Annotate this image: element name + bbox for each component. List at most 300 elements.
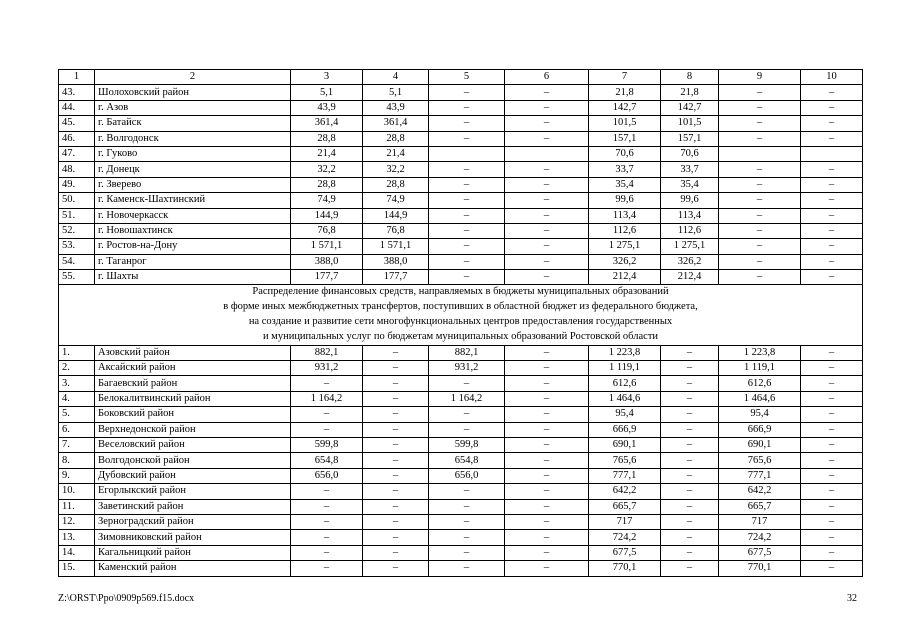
value-cell: – bbox=[801, 345, 863, 360]
row-number-cell: 11. bbox=[59, 499, 95, 514]
value-cell: 28,8 bbox=[363, 177, 429, 192]
value-cell: – bbox=[363, 561, 429, 576]
value-cell: – bbox=[801, 468, 863, 483]
row-number-cell: 6. bbox=[59, 422, 95, 437]
value-cell: – bbox=[505, 254, 589, 269]
table-row bbox=[59, 116, 863, 131]
row-number-cell: 44. bbox=[59, 100, 95, 115]
table-row bbox=[59, 545, 863, 560]
value-cell: 690,1 bbox=[589, 438, 661, 453]
table-row bbox=[59, 85, 863, 100]
value-cell: 665,7 bbox=[589, 499, 661, 514]
row-number-cell: 53. bbox=[59, 239, 95, 254]
column-header: 2 bbox=[95, 70, 291, 85]
row-number-cell: 51. bbox=[59, 208, 95, 223]
column-header: 5 bbox=[429, 70, 505, 85]
row-number-cell: 7. bbox=[59, 438, 95, 453]
value-cell: 21,8 bbox=[661, 85, 719, 100]
value-cell: – bbox=[801, 484, 863, 499]
row-number-cell: 45. bbox=[59, 116, 95, 131]
row-number-cell: 46. bbox=[59, 131, 95, 146]
value-cell: – bbox=[801, 376, 863, 391]
value-cell: 388,0 bbox=[363, 254, 429, 269]
municipality-name-cell: Азовский район bbox=[95, 345, 291, 360]
value-cell: – bbox=[505, 407, 589, 422]
column-number-header-row bbox=[59, 70, 863, 85]
value-cell: 1 223,8 bbox=[589, 345, 661, 360]
value-cell: 724,2 bbox=[719, 530, 801, 545]
value-cell: 212,4 bbox=[589, 270, 661, 285]
value-cell: – bbox=[291, 545, 363, 560]
value-cell: 101,5 bbox=[661, 116, 719, 131]
municipal-rows-top bbox=[59, 85, 863, 285]
value-cell: – bbox=[719, 131, 801, 146]
value-cell: 882,1 bbox=[291, 345, 363, 360]
value-cell: 1 119,1 bbox=[719, 361, 801, 376]
table-row bbox=[59, 453, 863, 468]
value-cell bbox=[429, 146, 505, 161]
value-cell: 717 bbox=[719, 514, 801, 529]
value-cell: – bbox=[363, 499, 429, 514]
value-cell: – bbox=[363, 468, 429, 483]
value-cell: 642,2 bbox=[589, 484, 661, 499]
value-cell: 5,1 bbox=[291, 85, 363, 100]
row-number-cell: 3. bbox=[59, 376, 95, 391]
value-cell: – bbox=[661, 407, 719, 422]
municipality-name-cell: Боковский район bbox=[95, 407, 291, 422]
value-cell: – bbox=[801, 499, 863, 514]
value-cell: – bbox=[719, 177, 801, 192]
value-cell: 656,0 bbox=[429, 468, 505, 483]
value-cell: 32,2 bbox=[291, 162, 363, 177]
municipality-name-cell: г. Новочеркасск bbox=[95, 208, 291, 223]
row-number-cell: 9. bbox=[59, 468, 95, 483]
value-cell: – bbox=[661, 345, 719, 360]
row-number-cell: 48. bbox=[59, 162, 95, 177]
value-cell: 113,4 bbox=[589, 208, 661, 223]
value-cell: – bbox=[505, 239, 589, 254]
value-cell: – bbox=[505, 223, 589, 238]
value-cell: – bbox=[429, 85, 505, 100]
value-cell: 770,1 bbox=[589, 561, 661, 576]
value-cell: – bbox=[719, 193, 801, 208]
value-cell: – bbox=[363, 438, 429, 453]
column-header: 6 bbox=[505, 70, 589, 85]
value-cell: – bbox=[801, 177, 863, 192]
row-number-cell: 5. bbox=[59, 407, 95, 422]
value-cell: 361,4 bbox=[363, 116, 429, 131]
table-row bbox=[59, 468, 863, 483]
value-cell: 724,2 bbox=[589, 530, 661, 545]
value-cell: – bbox=[429, 100, 505, 115]
municipality-name-cell: Аксайский район bbox=[95, 361, 291, 376]
table-row bbox=[59, 407, 863, 422]
municipality-name-cell: Белокалитвинский район bbox=[95, 391, 291, 406]
row-number-cell: 10. bbox=[59, 484, 95, 499]
value-cell: – bbox=[801, 545, 863, 560]
row-number-cell: 47. bbox=[59, 146, 95, 161]
table-row bbox=[59, 438, 863, 453]
value-cell: – bbox=[429, 116, 505, 131]
value-cell: – bbox=[719, 239, 801, 254]
table-row bbox=[59, 484, 863, 499]
value-cell: – bbox=[505, 484, 589, 499]
municipality-name-cell: Шолоховский район bbox=[95, 85, 291, 100]
value-cell: 28,8 bbox=[363, 131, 429, 146]
value-cell: 665,7 bbox=[719, 499, 801, 514]
value-cell: – bbox=[505, 438, 589, 453]
value-cell: – bbox=[719, 208, 801, 223]
value-cell: – bbox=[505, 208, 589, 223]
value-cell: 717 bbox=[589, 514, 661, 529]
value-cell: – bbox=[429, 561, 505, 576]
municipality-name-cell: Зимовниковский район bbox=[95, 530, 291, 545]
row-number-cell: 43. bbox=[59, 85, 95, 100]
row-number-cell: 50. bbox=[59, 193, 95, 208]
value-cell: 70,6 bbox=[589, 146, 661, 161]
value-cell: 76,8 bbox=[291, 223, 363, 238]
value-cell: 32,2 bbox=[363, 162, 429, 177]
value-cell: – bbox=[291, 530, 363, 545]
value-cell: – bbox=[291, 561, 363, 576]
value-cell: – bbox=[363, 391, 429, 406]
value-cell: – bbox=[801, 193, 863, 208]
value-cell: – bbox=[801, 208, 863, 223]
value-cell: 1 464,6 bbox=[589, 391, 661, 406]
value-cell: – bbox=[801, 438, 863, 453]
value-cell: 35,4 bbox=[589, 177, 661, 192]
value-cell: – bbox=[505, 545, 589, 560]
value-cell: 599,8 bbox=[429, 438, 505, 453]
value-cell: 28,8 bbox=[291, 177, 363, 192]
value-cell: 99,6 bbox=[661, 193, 719, 208]
value-cell: 777,1 bbox=[589, 468, 661, 483]
value-cell: – bbox=[505, 85, 589, 100]
table-row bbox=[59, 177, 863, 192]
section-title-row bbox=[59, 285, 863, 345]
value-cell: – bbox=[291, 514, 363, 529]
value-cell: 157,1 bbox=[661, 131, 719, 146]
value-cell: 1 275,1 bbox=[661, 239, 719, 254]
value-cell: 1 223,8 bbox=[719, 345, 801, 360]
value-cell: – bbox=[505, 361, 589, 376]
value-cell: 113,4 bbox=[661, 208, 719, 223]
municipality-name-cell: Кагальницкий район bbox=[95, 545, 291, 560]
municipality-name-cell: г. Волгодонск bbox=[95, 131, 291, 146]
section-title-line: в форме иных межбюджетных трансфертов, поступивших в областной бюджет из федерального бюджета, bbox=[223, 301, 698, 313]
value-cell: – bbox=[505, 270, 589, 285]
value-cell: – bbox=[505, 514, 589, 529]
value-cell: 99,6 bbox=[589, 193, 661, 208]
value-cell: 74,9 bbox=[363, 193, 429, 208]
value-cell: 33,7 bbox=[589, 162, 661, 177]
municipality-name-cell: Егорлыкский район bbox=[95, 484, 291, 499]
value-cell: 142,7 bbox=[589, 100, 661, 115]
column-header: 3 bbox=[291, 70, 363, 85]
value-cell: – bbox=[363, 422, 429, 437]
row-number-cell: 8. bbox=[59, 453, 95, 468]
value-cell: – bbox=[505, 422, 589, 437]
value-cell: – bbox=[801, 361, 863, 376]
value-cell: 157,1 bbox=[589, 131, 661, 146]
value-cell: – bbox=[661, 545, 719, 560]
value-cell: 677,5 bbox=[719, 545, 801, 560]
value-cell: – bbox=[291, 422, 363, 437]
value-cell: – bbox=[801, 100, 863, 115]
column-header: 1 bbox=[59, 70, 95, 85]
value-cell: 95,4 bbox=[589, 407, 661, 422]
budget-table bbox=[58, 69, 863, 577]
value-cell: – bbox=[505, 162, 589, 177]
table-row bbox=[59, 100, 863, 115]
value-cell: – bbox=[801, 270, 863, 285]
column-header: 7 bbox=[589, 70, 661, 85]
column-header: 10 bbox=[801, 70, 863, 85]
value-cell: – bbox=[363, 345, 429, 360]
value-cell: – bbox=[505, 468, 589, 483]
value-cell: – bbox=[363, 484, 429, 499]
section-title bbox=[59, 285, 863, 345]
value-cell: – bbox=[429, 422, 505, 437]
value-cell: – bbox=[429, 484, 505, 499]
table-row bbox=[59, 270, 863, 285]
table-row bbox=[59, 391, 863, 406]
value-cell: – bbox=[719, 162, 801, 177]
municipality-name-cell: Веселовский район bbox=[95, 438, 291, 453]
row-number-cell: 49. bbox=[59, 177, 95, 192]
footer-page-number: 32 bbox=[847, 593, 857, 604]
municipality-name-cell: г. Азов bbox=[95, 100, 291, 115]
row-number-cell: 2. bbox=[59, 361, 95, 376]
value-cell: 326,2 bbox=[589, 254, 661, 269]
value-cell: 43,9 bbox=[291, 100, 363, 115]
section-title-line: Распределение финансовых средств, направляемых в бюджеты муниципальных образований bbox=[252, 286, 669, 298]
table-row bbox=[59, 345, 863, 360]
value-cell: – bbox=[429, 530, 505, 545]
table-row bbox=[59, 146, 863, 161]
value-cell: – bbox=[363, 361, 429, 376]
value-cell: – bbox=[429, 239, 505, 254]
value-cell: 1 164,2 bbox=[429, 391, 505, 406]
value-cell: – bbox=[661, 514, 719, 529]
value-cell: – bbox=[661, 376, 719, 391]
value-cell: 28,8 bbox=[291, 131, 363, 146]
table-row bbox=[59, 131, 863, 146]
municipality-name-cell: г. Каменск-Шахтинский bbox=[95, 193, 291, 208]
value-cell bbox=[719, 146, 801, 161]
value-cell: – bbox=[363, 530, 429, 545]
municipality-name-cell: Верхнедонской район bbox=[95, 422, 291, 437]
value-cell: – bbox=[801, 453, 863, 468]
value-cell: 1 164,2 bbox=[291, 391, 363, 406]
table-row bbox=[59, 254, 863, 269]
value-cell: – bbox=[661, 422, 719, 437]
municipality-name-cell: г. Батайск bbox=[95, 116, 291, 131]
value-cell: 70,6 bbox=[661, 146, 719, 161]
value-cell: 1 571,1 bbox=[291, 239, 363, 254]
value-cell: – bbox=[505, 116, 589, 131]
value-cell: – bbox=[801, 561, 863, 576]
value-cell: – bbox=[363, 407, 429, 422]
value-cell: – bbox=[291, 484, 363, 499]
municipality-name-cell: Каменский район bbox=[95, 561, 291, 576]
table-row bbox=[59, 162, 863, 177]
municipality-name-cell: г. Донецк bbox=[95, 162, 291, 177]
value-cell: – bbox=[291, 376, 363, 391]
value-cell: 74,9 bbox=[291, 193, 363, 208]
row-number-cell: 55. bbox=[59, 270, 95, 285]
value-cell: – bbox=[505, 177, 589, 192]
section-title-line: на создание и развитие сети многофункциональных центров предоставления государственных bbox=[248, 316, 673, 328]
value-cell: – bbox=[661, 530, 719, 545]
value-cell: – bbox=[505, 499, 589, 514]
value-cell: 95,4 bbox=[719, 407, 801, 422]
value-cell: 931,2 bbox=[291, 361, 363, 376]
municipality-name-cell: г. Новошахтинск bbox=[95, 223, 291, 238]
value-cell: – bbox=[291, 499, 363, 514]
table-row bbox=[59, 361, 863, 376]
value-cell: – bbox=[291, 407, 363, 422]
municipality-name-cell: Дубовский район bbox=[95, 468, 291, 483]
value-cell: – bbox=[801, 422, 863, 437]
value-cell: 654,8 bbox=[429, 453, 505, 468]
value-cell: – bbox=[505, 391, 589, 406]
value-cell: 177,7 bbox=[363, 270, 429, 285]
table-row bbox=[59, 208, 863, 223]
table-row bbox=[59, 422, 863, 437]
value-cell: – bbox=[429, 254, 505, 269]
value-cell: – bbox=[661, 361, 719, 376]
municipality-name-cell: г. Ростов-на-Дону bbox=[95, 239, 291, 254]
value-cell: 931,2 bbox=[429, 361, 505, 376]
value-cell: 656,0 bbox=[291, 468, 363, 483]
value-cell: – bbox=[801, 530, 863, 545]
footer-file-path: Z:\ORST\Ppo\0909p569.f15.docx bbox=[58, 593, 195, 604]
value-cell: 612,6 bbox=[589, 376, 661, 391]
table-row bbox=[59, 499, 863, 514]
value-cell: 112,6 bbox=[661, 223, 719, 238]
municipality-name-cell: г. Таганрог bbox=[95, 254, 291, 269]
value-cell: – bbox=[801, 239, 863, 254]
value-cell: 1 119,1 bbox=[589, 361, 661, 376]
value-cell: – bbox=[661, 391, 719, 406]
value-cell: – bbox=[363, 376, 429, 391]
value-cell: 666,9 bbox=[719, 422, 801, 437]
value-cell: 33,7 bbox=[661, 162, 719, 177]
value-cell: – bbox=[363, 453, 429, 468]
value-cell: 101,5 bbox=[589, 116, 661, 131]
column-header: 9 bbox=[719, 70, 801, 85]
value-cell: 1 275,1 bbox=[589, 239, 661, 254]
value-cell: – bbox=[719, 100, 801, 115]
value-cell: – bbox=[661, 438, 719, 453]
value-cell: – bbox=[429, 193, 505, 208]
value-cell: – bbox=[719, 270, 801, 285]
municipality-name-cell: Волгодонской район bbox=[95, 453, 291, 468]
value-cell: – bbox=[429, 208, 505, 223]
table-row bbox=[59, 561, 863, 576]
value-cell: – bbox=[429, 376, 505, 391]
value-cell: 21,8 bbox=[589, 85, 661, 100]
value-cell: – bbox=[801, 223, 863, 238]
value-cell: 882,1 bbox=[429, 345, 505, 360]
municipality-name-cell: г. Шахты bbox=[95, 270, 291, 285]
row-number-cell: 1. bbox=[59, 345, 95, 360]
value-cell: 361,4 bbox=[291, 116, 363, 131]
value-cell: – bbox=[801, 131, 863, 146]
row-number-cell: 12. bbox=[59, 514, 95, 529]
value-cell: – bbox=[661, 484, 719, 499]
value-cell: 177,7 bbox=[291, 270, 363, 285]
value-cell: 112,6 bbox=[589, 223, 661, 238]
value-cell: – bbox=[429, 270, 505, 285]
value-cell: – bbox=[505, 345, 589, 360]
value-cell: 1 464,6 bbox=[719, 391, 801, 406]
value-cell: 654,8 bbox=[291, 453, 363, 468]
value-cell: 612,6 bbox=[719, 376, 801, 391]
value-cell: – bbox=[801, 116, 863, 131]
table-row bbox=[59, 514, 863, 529]
value-cell: 43,9 bbox=[363, 100, 429, 115]
municipality-name-cell: г. Зверево bbox=[95, 177, 291, 192]
value-cell: – bbox=[505, 561, 589, 576]
value-cell: – bbox=[505, 376, 589, 391]
value-cell: – bbox=[429, 223, 505, 238]
value-cell: – bbox=[429, 545, 505, 560]
value-cell bbox=[801, 146, 863, 161]
value-cell: – bbox=[429, 131, 505, 146]
value-cell: 388,0 bbox=[291, 254, 363, 269]
municipality-name-cell: Зерноградский район bbox=[95, 514, 291, 529]
value-cell: – bbox=[429, 407, 505, 422]
value-cell: – bbox=[505, 453, 589, 468]
value-cell: 21,4 bbox=[363, 146, 429, 161]
value-cell: – bbox=[505, 530, 589, 545]
municipality-name-cell: Багаевский район bbox=[95, 376, 291, 391]
value-cell: – bbox=[363, 545, 429, 560]
section-title-line: и муниципальных услуг по бюджетам муниципальных образований Ростовской области bbox=[262, 330, 659, 342]
value-cell: – bbox=[429, 177, 505, 192]
value-cell: 642,2 bbox=[719, 484, 801, 499]
row-number-cell: 4. bbox=[59, 391, 95, 406]
value-cell: – bbox=[801, 162, 863, 177]
value-cell: 21,4 bbox=[291, 146, 363, 161]
value-cell: – bbox=[801, 254, 863, 269]
value-cell: 765,6 bbox=[719, 453, 801, 468]
row-number-cell: 13. bbox=[59, 530, 95, 545]
value-cell: – bbox=[505, 100, 589, 115]
row-number-cell: 54. bbox=[59, 254, 95, 269]
row-number-cell: 15. bbox=[59, 561, 95, 576]
value-cell: 326,2 bbox=[661, 254, 719, 269]
value-cell: 212,4 bbox=[661, 270, 719, 285]
value-cell: – bbox=[661, 499, 719, 514]
value-cell: – bbox=[719, 254, 801, 269]
value-cell: – bbox=[505, 131, 589, 146]
value-cell: – bbox=[429, 162, 505, 177]
value-cell: 777,1 bbox=[719, 468, 801, 483]
value-cell: – bbox=[505, 193, 589, 208]
value-cell: – bbox=[719, 223, 801, 238]
row-number-cell: 52. bbox=[59, 223, 95, 238]
value-cell: 599,8 bbox=[291, 438, 363, 453]
value-cell: – bbox=[661, 561, 719, 576]
table-row bbox=[59, 239, 863, 254]
table-row bbox=[59, 193, 863, 208]
value-cell: – bbox=[801, 514, 863, 529]
table-row bbox=[59, 530, 863, 545]
value-cell: 666,9 bbox=[589, 422, 661, 437]
